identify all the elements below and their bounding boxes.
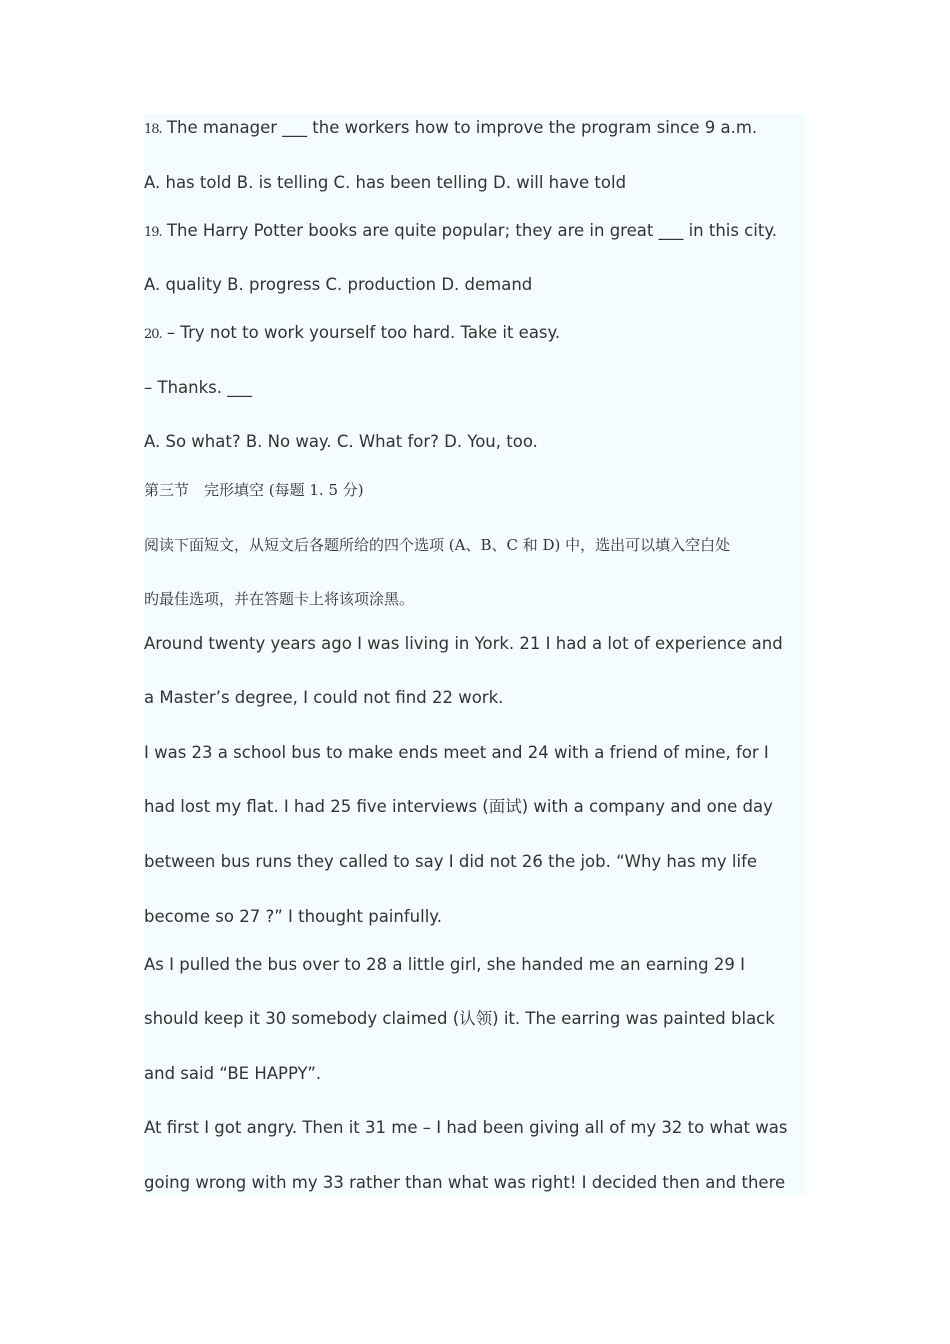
- question-19-options: A. quality B. progress C. production D. demand: [144, 275, 533, 294]
- section-title: 第三节 完形填空 (每题 1. 5 分): [144, 481, 364, 499]
- passage-line: and said “BE HAPPY”.: [144, 1064, 322, 1083]
- question-text: The manager ___ the workers how to improve the program since 9 a.m.: [161, 118, 758, 137]
- passage-line: had lost my flat. I had 25 five interviews (面试) with a company and one day: [144, 797, 773, 816]
- passage-line: going wrong with my 33 rather than what was right! I decided then and there: [144, 1173, 786, 1192]
- question-text: – Try not to work yourself too hard. Take it easy.: [161, 323, 561, 342]
- passage-line: should keep it 30 somebody claimed (认领) it. The earring was painted black: [144, 1009, 775, 1028]
- question-number: 20.: [144, 327, 162, 342]
- passage-line: a Master’s degree, I could not find 22 work.: [144, 688, 504, 707]
- question-text: The Harry Potter books are quite popular; they are in great ___ in this city.: [161, 221, 777, 240]
- passage-line: become so 27 ?” I thought painfully.: [144, 907, 442, 926]
- question-20-reply: – Thanks. ___: [144, 378, 252, 397]
- passage-line: At first I got angry. Then it 31 me – I had been giving all of my 32 to what was: [144, 1118, 788, 1137]
- question-18-options: A. has told B. is telling C. has been telling D. will have told: [144, 173, 627, 192]
- passage-line: between bus runs they called to say I did not 26 the job. “Why has my life: [144, 852, 758, 871]
- question-19-stem: [144, 221, 777, 243]
- question-number: 19.: [144, 225, 162, 240]
- question-18-stem: [144, 118, 757, 140]
- passage-line: I was 23 a school bus to make ends meet and 24 with a friend of mine, for I: [144, 743, 769, 762]
- passage-line: Around twenty years ago I was living in York. 21 I had a lot of experience and: [144, 634, 783, 653]
- question-20-stem: [144, 323, 560, 345]
- passage-line: As I pulled the bus over to 28 a little girl, she handed me an earning 29 I: [144, 955, 745, 974]
- section-instruction-line-2: 旳最佳选项，并在答题卡上将该项涂黑。: [144, 590, 415, 608]
- section-instruction-line-1: 阅读下面短文，从短文后各题所给的四个选项 (A、B、C 和 D) 中，选出可以填入空白处: [144, 536, 731, 554]
- question-20-options: A. So what? B. No way. C. What for? D. You, too.: [144, 432, 538, 451]
- question-number: 18.: [144, 122, 162, 137]
